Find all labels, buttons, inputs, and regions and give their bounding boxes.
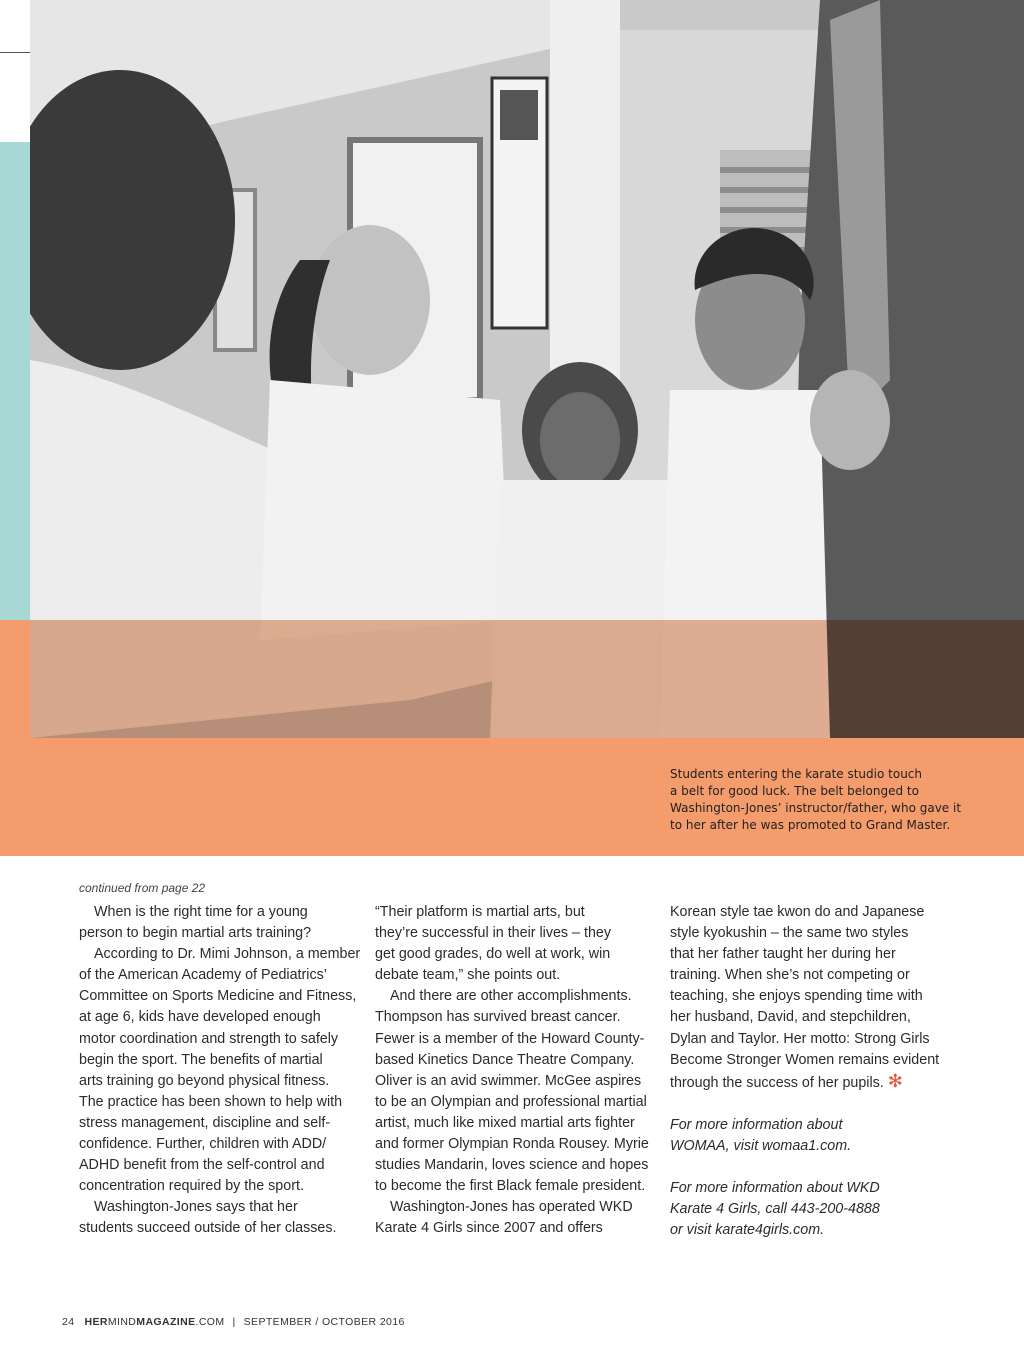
text-line: teaching, she enjoys spending time with [670,988,923,1005]
text-line: ADHD benefit from the self-control and [79,1157,325,1174]
text-line: get good grades, do well at work, win [375,946,611,963]
text-line [670,1071,940,1094]
text-line: arts training go beyond physical fitness. [79,1072,330,1089]
text-line: Washington-Jones says that her [94,1199,298,1216]
text-line: Karate 4 Girls since 2007 and offers [375,1220,603,1237]
brand-her: HER [84,1316,108,1328]
brand-com: .COM [195,1316,225,1328]
text-line: Korean style tae kwon do and Japanese [670,904,925,920]
brand-mind: MIND [107,1316,137,1328]
text-line: that her father taught her during her [670,946,896,963]
spacer [670,1157,940,1178]
text-line: When is the right time for a young [94,904,308,920]
text-line: and former Olympian Ronda Rousey. Myrie [375,1136,649,1153]
spacer [670,1094,940,1115]
text-line: they’re successful in their lives – they [375,925,612,942]
text-line: “Their platform is martial arts, but [375,904,585,920]
caption-line: a belt for good luck. The belt belonged to [670,784,919,798]
text-line: Dylan and Taylor. Her motto: Strong Girls [670,1030,930,1047]
article-column-2 [375,902,649,1240]
text-line: Washington-Jones has operated WKD [390,1199,633,1216]
text-line: debate team,” she points out. [375,967,561,984]
continued-note: continued from page 22 [79,881,206,895]
text-line: begin the sport. The benefits of martial [79,1051,323,1068]
text-line: to be an Olympian and professional martial [375,1093,647,1110]
footer-separator: | [232,1316,236,1328]
info-line: Karate 4 Girls, call 443-200-4888 [670,1201,880,1218]
text-line: Become Stronger Women remains evident [670,1051,940,1068]
text-line: stress management, discipline and self- [79,1114,331,1131]
text-line: confidence. Further, children with ADD/ [79,1136,327,1153]
teal-accent-block [0,142,30,622]
info-line: For more information about WKD [670,1180,880,1197]
page-number: 24 [62,1316,75,1328]
text-line: concentration required by the sport. [79,1178,304,1195]
end-mark-icon: ✻ [887,1070,903,1091]
caption-line: to her after he was promoted to Grand Master. [670,818,951,832]
caption-line: Students entering the karate studio touch [670,767,922,781]
text-line: person to begin martial arts training? [79,925,312,942]
article-column-1 [79,902,361,1240]
info-line: For more information about [670,1116,843,1133]
info-line: or visit karate4girls.com. [670,1222,825,1239]
text-line-final: through the success of her pupils. [670,1074,884,1091]
issue-date: SEPTEMBER / OCTOBER 2016 [243,1316,405,1328]
text-line: motor coordination and strength to safely [79,1030,339,1047]
text-line: students succeed outside of her classes. [79,1220,337,1237]
text-line: The practice has been shown to help with [79,1093,343,1110]
page-footer [62,1316,405,1328]
photo-orange-tint [30,620,1024,738]
text-line: style kyokushin – the same two styles [670,925,909,942]
text-line: Committee on Sports Medicine and Fitness, [79,988,357,1005]
text-line: to become the first Black female president. [375,1178,646,1195]
karate-students-photo [30,0,1024,738]
text-line: artist, much like mixed martial arts fighter [375,1114,635,1131]
text-line: According to Dr. Mimi Johnson, a member [94,946,361,963]
text-line: And there are other accomplishments. [390,988,632,1005]
article-column-3 [670,902,940,1241]
text-line: her husband, David, and stepchildren, [670,1009,911,1026]
text-line: Fewer is a member of the Howard County- [375,1030,645,1047]
text-line: training. When she’s not competing or [670,967,910,984]
text-line: Oliver is an avid swimmer. McGee aspires [375,1072,642,1089]
text-line: based Kinetics Dance Theatre Company. [375,1051,635,1068]
text-line: studies Mandarin, loves science and hopes [375,1157,649,1174]
text-line: at age 6, kids have developed enough [79,1009,321,1026]
caption-line: Washington-Jones’ instructor/father, who gave it [670,801,962,815]
brand-magazine: MAGAZINE [136,1316,196,1328]
info-line: WOMAA, visit womaa1.com. [670,1137,852,1154]
photo-caption [670,766,970,834]
top-left-rule [0,52,30,53]
text-line: of the American Academy of Pediatrics’ [79,967,327,984]
text-line: Thompson has survived breast cancer. [375,1009,621,1026]
